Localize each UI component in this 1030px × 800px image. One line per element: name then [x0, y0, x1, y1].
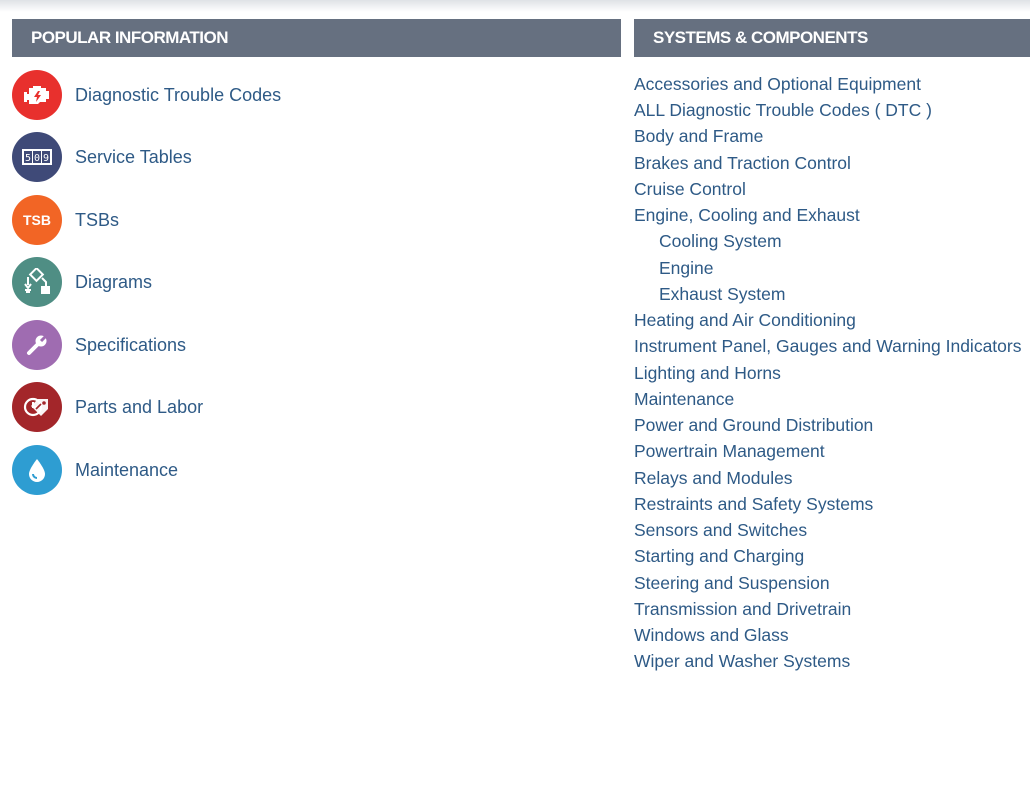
tsb-icon-text: TSB	[23, 212, 51, 228]
engine-check-icon	[12, 70, 62, 120]
popular-item-service-tables[interactable]	[12, 131, 192, 183]
system-link-all-dtc[interactable]: ALL Diagnostic Trouble Codes ( DTC )	[634, 100, 932, 120]
svg-text:9: 9	[42, 153, 50, 164]
system-link-starting-charging[interactable]: Starting and Charging	[634, 546, 805, 566]
oil-drop-icon	[12, 445, 62, 495]
popular-item-tsbs[interactable]	[12, 194, 119, 246]
system-link-brakes[interactable]: Brakes and Traction Control	[634, 153, 851, 173]
popular-item-label: Diagrams	[75, 271, 153, 292]
system-link-restraints[interactable]: Restraints and Safety Systems	[634, 494, 874, 514]
popular-item-label: TSBs	[75, 209, 120, 230]
system-link-windows-glass[interactable]: Windows and Glass	[634, 625, 789, 645]
system-link-body-frame[interactable]: Body and Frame	[634, 126, 764, 146]
system-link-steering-suspension[interactable]: Steering and Suspension	[634, 573, 830, 593]
system-link-relays-modules[interactable]: Relays and Modules	[634, 468, 793, 488]
system-sublink-cooling-system[interactable]: Cooling System	[659, 231, 782, 251]
popular-item-maintenance[interactable]	[12, 444, 178, 496]
svg-text:0: 0	[33, 153, 41, 164]
system-link-transmission[interactable]: Transmission and Drivetrain	[634, 599, 852, 619]
popular-item-specifications[interactable]	[12, 319, 186, 371]
tsb-icon	[12, 195, 62, 245]
system-link-sensors-switches[interactable]: Sensors and Switches	[634, 520, 808, 540]
top-shadow	[0, 0, 1030, 12]
system-link-cruise-control[interactable]: Cruise Control	[634, 179, 746, 199]
system-link-maintenance[interactable]: Maintenance	[634, 389, 735, 409]
system-link-wiper-washer[interactable]: Wiper and Washer Systems	[634, 651, 851, 671]
system-link-accessories[interactable]: Accessories and Optional Equipment	[634, 74, 921, 94]
popular-item-label: Maintenance	[75, 459, 179, 480]
system-link-power-ground[interactable]: Power and Ground Distribution	[634, 415, 874, 435]
popular-item-diagnostic-trouble-codes[interactable]	[12, 69, 281, 121]
wrench-icon	[12, 320, 62, 370]
popular-item-label: Specifications	[75, 334, 187, 355]
system-sublink-exhaust-system[interactable]: Exhaust System	[659, 284, 786, 304]
system-link-lighting-horns[interactable]: Lighting and Horns	[634, 363, 781, 383]
parts-labor-icon	[12, 382, 62, 432]
system-link-instrument-panel[interactable]: Instrument Panel, Gauges and Warning Indicators	[634, 336, 1022, 356]
popular-item-parts-and-labor[interactable]	[12, 381, 203, 433]
system-link-powertrain[interactable]: Powertrain Management	[634, 441, 825, 461]
popular-information-header: POPULAR INFORMATION	[12, 19, 621, 57]
diagram-icon	[12, 257, 62, 307]
counter-icon	[12, 132, 62, 182]
popular-item-label: Parts and Labor	[75, 396, 204, 417]
popular-item-label: Service Tables	[75, 146, 192, 167]
popular-item-label: Diagnostic Trouble Codes	[75, 84, 282, 105]
svg-text:5: 5	[24, 153, 32, 164]
system-link-engine-cooling-exhaust[interactable]: Engine, Cooling and Exhaust	[634, 205, 860, 225]
systems-components-header: SYSTEMS & COMPONENTS	[634, 19, 1030, 57]
popular-item-diagrams[interactable]	[12, 256, 152, 308]
system-sublink-engine[interactable]: Engine	[659, 258, 714, 278]
system-link-heating-ac[interactable]: Heating and Air Conditioning	[634, 310, 856, 330]
